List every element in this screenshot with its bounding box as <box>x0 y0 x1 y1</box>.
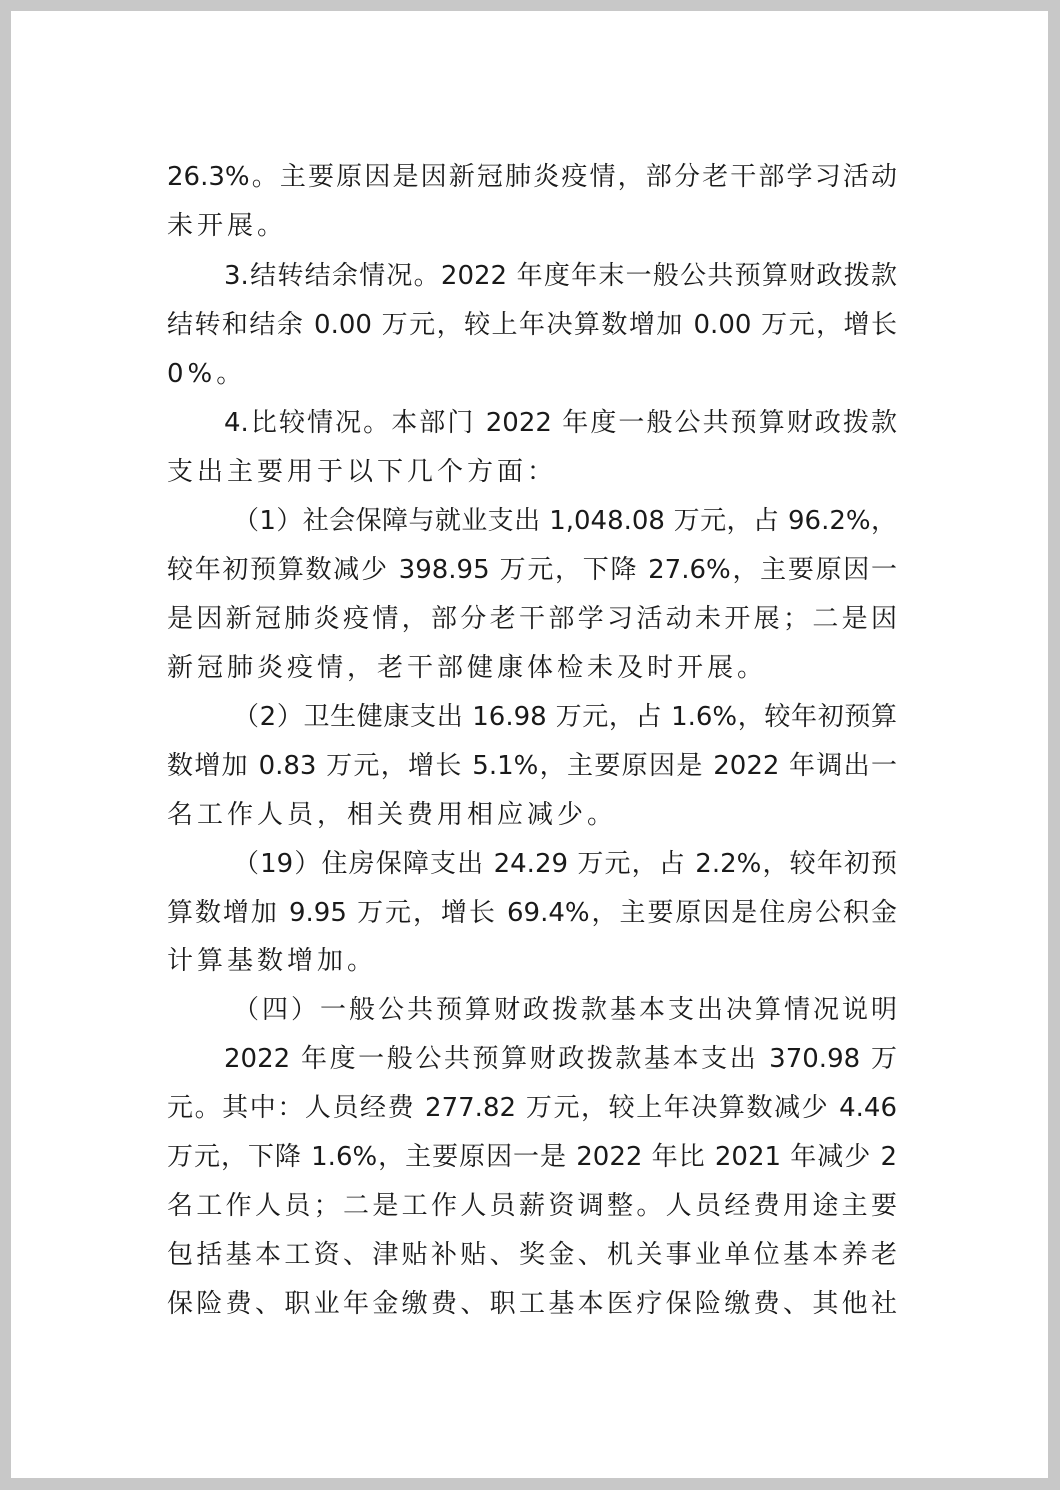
document-page <box>11 11 1048 1478</box>
text-line: 计算基数增加。 <box>167 946 378 976</box>
text-line: 包括基本工资、津贴补贴、奖金、机关事业单位基本养老 <box>167 1240 897 1270</box>
text-line: 26.3%。主要原因是因新冠肺炎疫情，部分老干部学习活动 <box>167 162 897 192</box>
text-line: 数增加 0.83 万元，增长 5.1%，主要原因是 2022 年调出一 <box>167 751 897 781</box>
text-line: 4.比较情况。本部门 2022 年度一般公共预算财政拨款 <box>224 408 897 438</box>
text-line: 结转和结余 0.00 万元，较上年决算数增加 0.00 万元，增长 <box>167 310 897 340</box>
text-line: 算数增加 9.95 万元，增长 69.4%，主要原因是住房公积金 <box>167 898 897 928</box>
text-line: （1）社会保障与就业支出 1,048.08 万元，占 96.2%， <box>233 506 897 536</box>
text-line: 0%。 <box>167 359 247 389</box>
text-line: （2）卫生健康支出 16.98 万元，占 1.6%，较年初预算 <box>233 702 897 732</box>
text-line: 新冠肺炎疫情，老干部健康体检未及时开展。 <box>167 653 768 683</box>
text-line: 元。其中：人员经费 277.82 万元，较上年决算数减少 4.46 <box>167 1093 897 1123</box>
text-line: 2022 年度一般公共预算财政拨款基本支出 370.98 万 <box>224 1044 897 1074</box>
section-heading: （四）一般公共预算财政拨款基本支出决算情况说明 <box>233 995 897 1025</box>
text-line: 3.结转结余情况。2022 年度年末一般公共预算财政拨款 <box>224 261 897 291</box>
text-line: 名工作人员；二是工作人员薪资调整。人员经费用途主要 <box>167 1191 897 1221</box>
text-line: 较年初预算数减少 398.95 万元，下降 27.6%，主要原因一 <box>167 555 897 585</box>
text-line: 是因新冠肺炎疫情，部分老干部学习活动未开展；二是因 <box>167 604 897 634</box>
text-line: 支出主要用于以下几个方面： <box>167 457 558 487</box>
text-line: 保险费、职业年金缴费、职工基本医疗保险缴费、其他社 <box>167 1289 897 1319</box>
text-line: 未开展。 <box>167 211 288 241</box>
text-line: 名工作人员，相关费用相应减少。 <box>167 800 618 830</box>
text-line: 万元，下降 1.6%，主要原因一是 2022 年比 2021 年减少 2 <box>167 1142 897 1172</box>
text-line: （19）住房保障支出 24.29 万元，占 2.2%，较年初预 <box>233 849 897 879</box>
